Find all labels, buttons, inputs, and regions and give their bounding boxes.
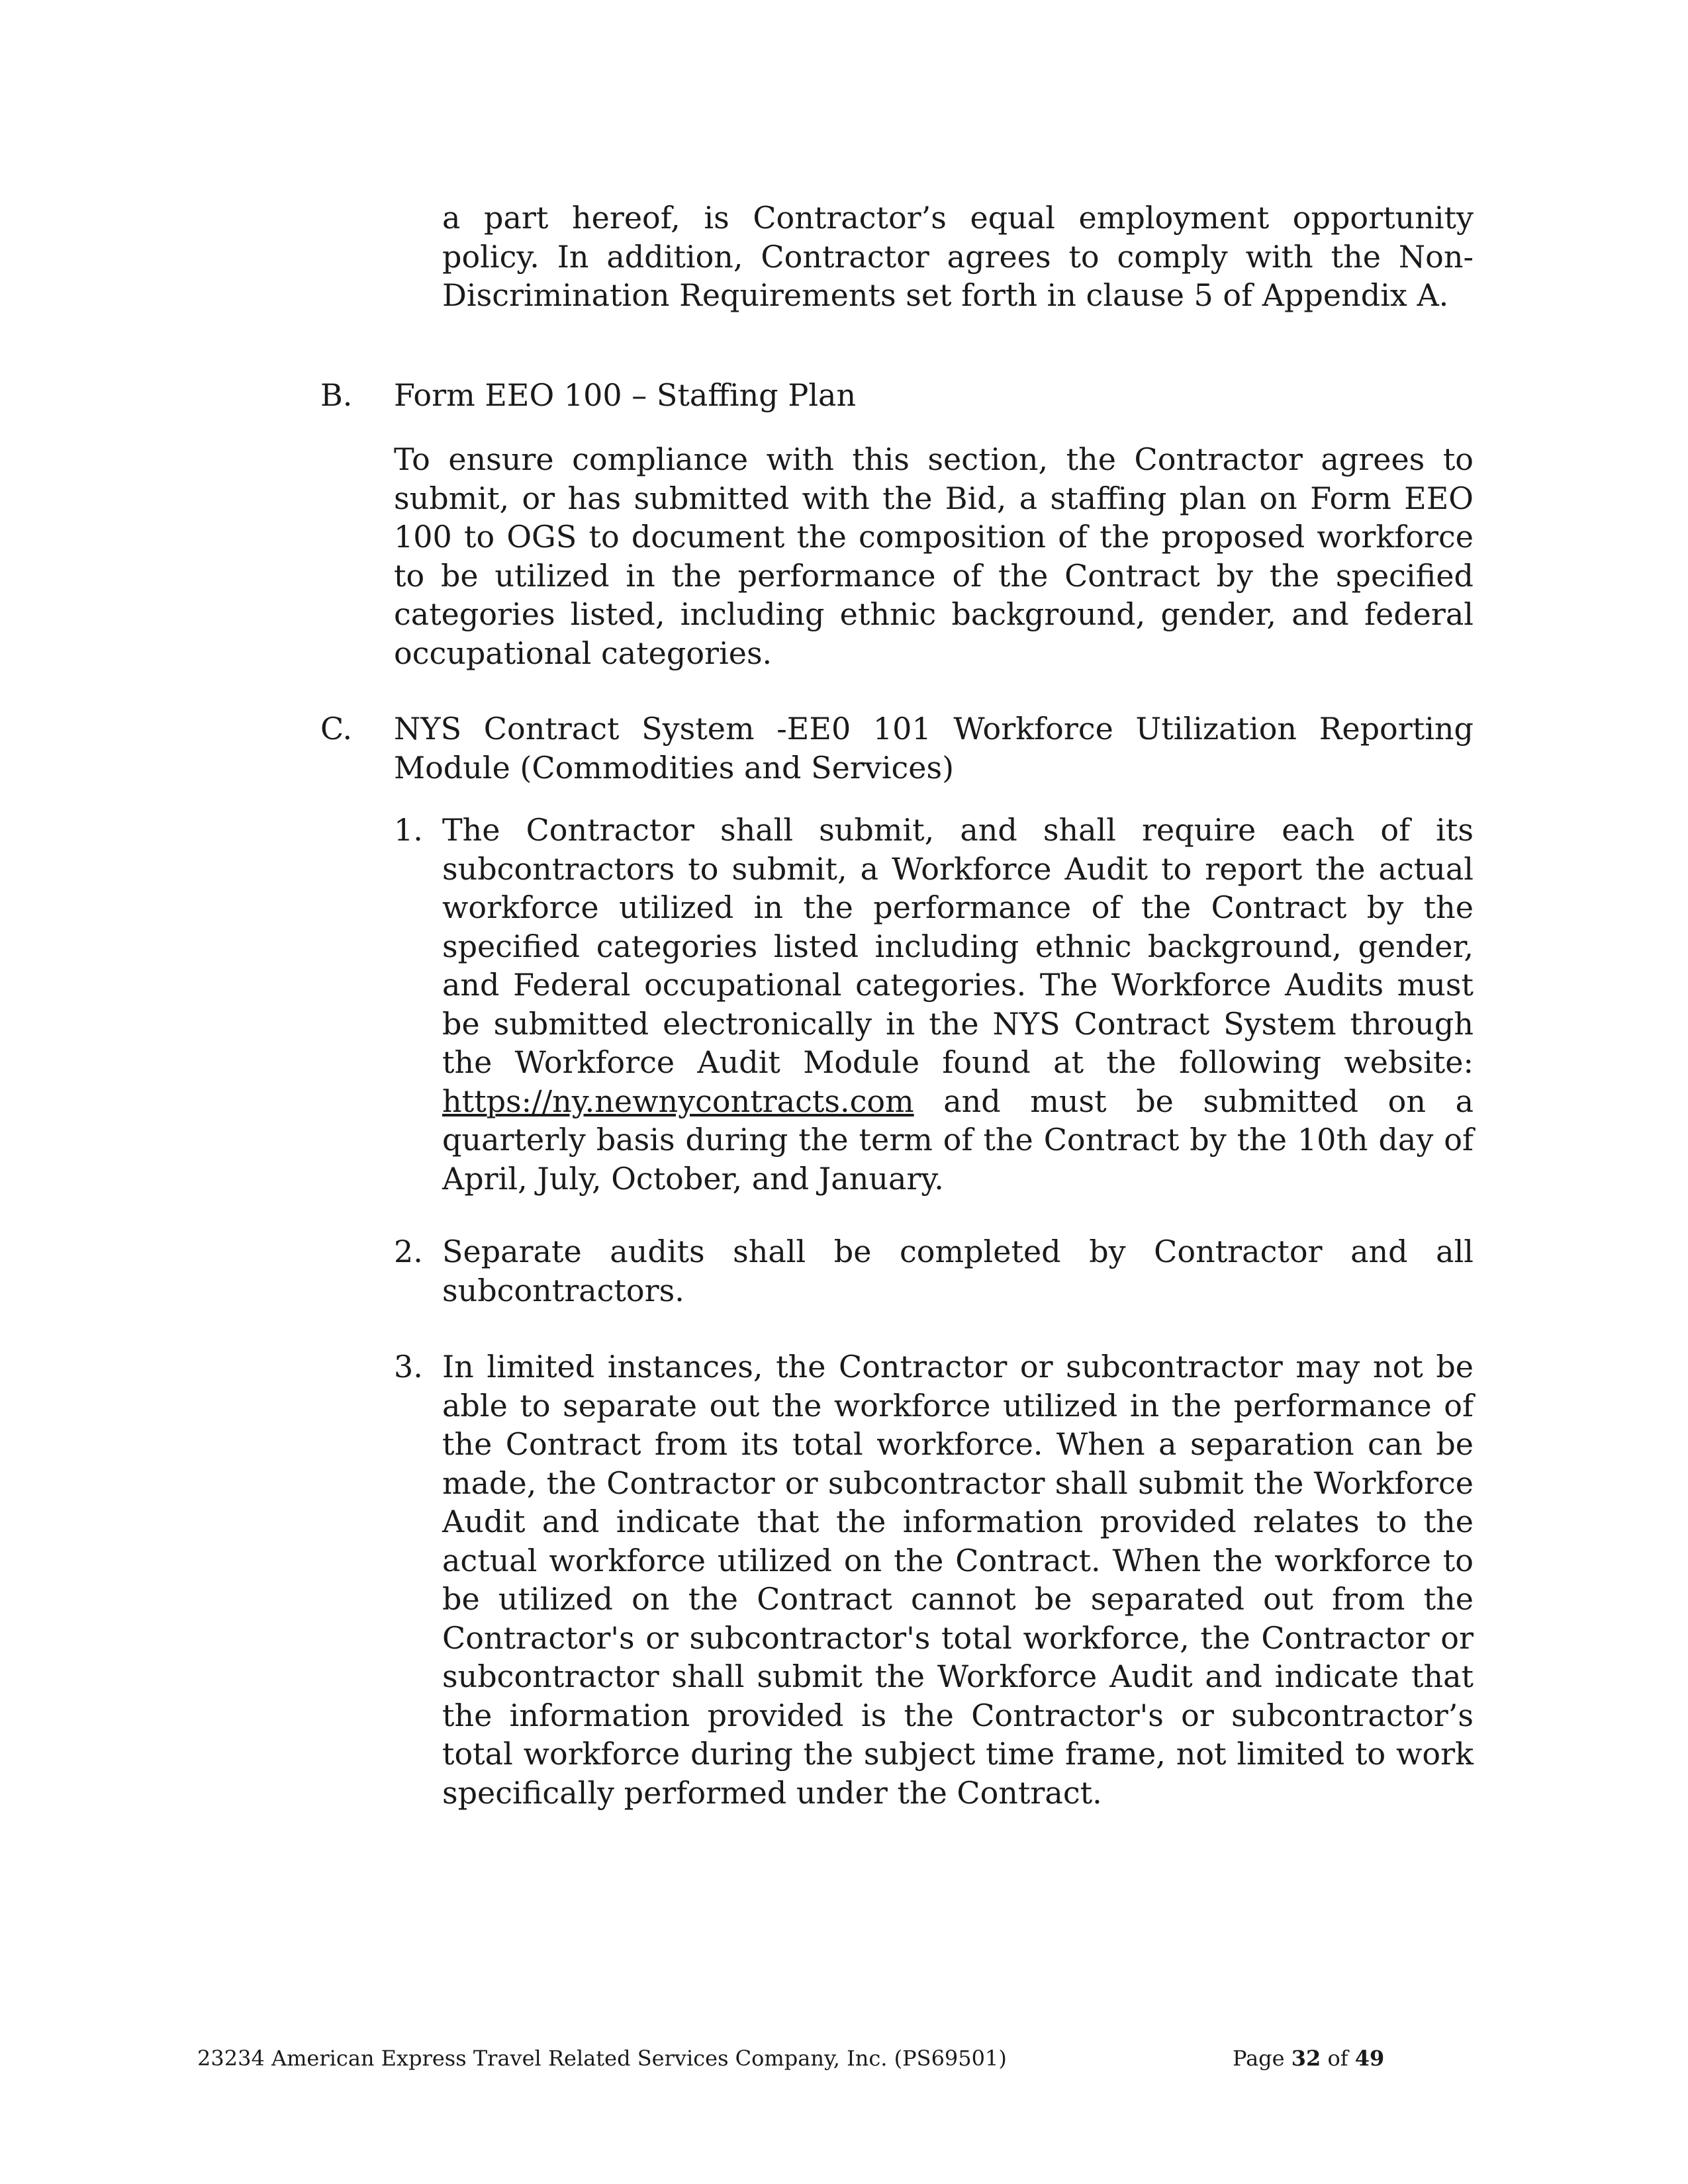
section-b-marker: B. [320,377,353,413]
section-b-body: To ensure compliance with this section, the Contractor agrees to submit, or has submitted with the Bid, a staffing plan on Form EEO 100 to OGS to document the composition of the proposed workforce to be utilized in the performance of the Contract by the specified categories listed, including ethnic background, gender, and federal occupational categories. [394,441,1474,671]
section-c-heading: NYS Contract System -EE0 101 Workforce Utilization Reporting Module (Commodities and Services) [394,711,1474,786]
list-item-1-text [442,811,1474,1198]
list-item-number: 2. [394,1234,423,1269]
section-c-marker: C. [320,711,353,747]
newnycontracts-link[interactable]: https://ny.newnycontracts.com [442,1083,914,1119]
list-item-number: 3. [394,1349,423,1385]
page-of: of [1327,2046,1348,2071]
page-current: 32 [1291,2046,1321,2071]
page-word: Page [1233,2046,1285,2071]
list-item-1-text-before-link: The Contractor shall submit, and shall require each of its subcontractors to submit, a Workforce Audit to report the actual workforce utilized in the performance of the Contract by the specified categories listed including ethnic background, gender, and Federal occupational categories. The Workforce Audits must be submitted electronically in the NYS Contract System through the Workforce Audit Module found at the following website: [442,812,1474,1080]
list-item-2-text: Separate audits shall be completed by Contractor and all subcontractors. [442,1234,1474,1308]
list-item-number: 1. [394,812,423,848]
page-total: 49 [1354,2046,1385,2071]
footer-company: 23234 American Express Travel Related Services Company, Inc. (PS69501) [197,2046,1007,2071]
list-item-1-text-after-link: and must be submitted on a quarterly basis during the term of the Contract by the 10th day of April, July, October, and January. [442,1083,1474,1197]
intro-paragraph: a part hereof, is Contractor’s equal employment opportunity policy. In addition, Contractor agrees to comply with the Non-Discrimination Requirements set forth in clause 5 of Appendix A. [442,200,1474,313]
footer-page-number [1233,2045,1384,2071]
section-b-heading: Form EEO 100 – Staffing Plan [394,377,857,413]
list-item-3-text: In limited instances, the Contractor or subcontractor may not be able to separate out the workforce utilized in the performance of the Contract from its total workforce. When a separation can be made, the Contractor or subcontractor shall submit the Workforce Audit and indicate that the information provided relates to the actual workforce utilized on the Contract. When the workforce to be utilized on the Contract cannot be separated out from the Contractor's or subcontractor's total workforce, the Contractor or subcontractor shall submit the Workforce Audit and indicate that the information provided is the Contractor's or subcontractor’s total workforce during the subject time frame, not limited to work specifically performed under the Contract. [442,1349,1474,1811]
